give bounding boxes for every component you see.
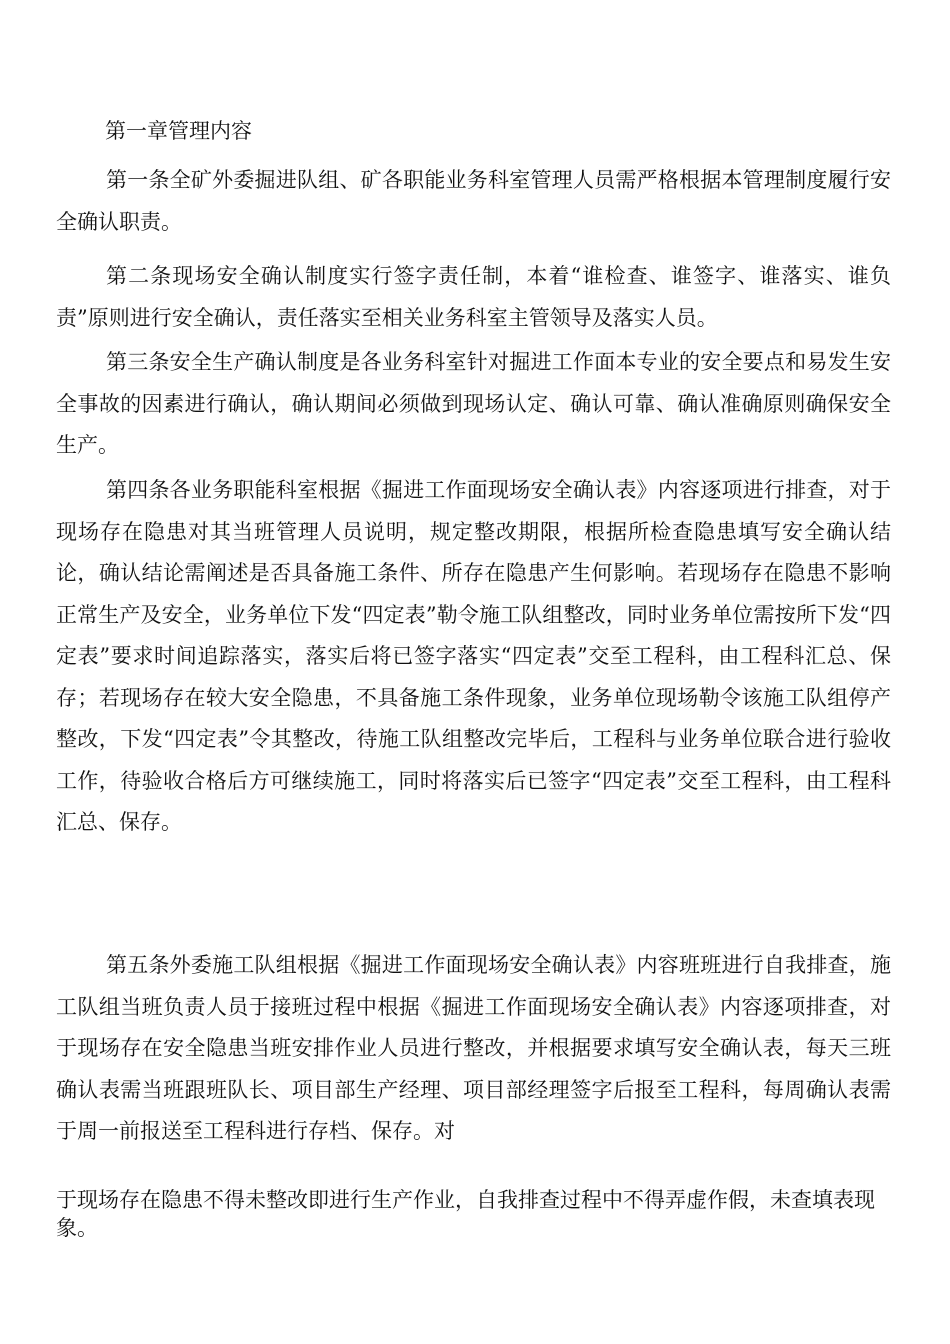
article-4: 第四条各业务职能科室根据《掘进工作面现场安全确认表》内容逐项进行排查，对于现场存在隐患对其当班管理人员说明，规定整改期限，根据所检查隐患填写安全确认结论，确认结论需阐述是否具备施工条件、所存在隐患产生何影响。若现场存在隐患不影响正常生产及安全，业务单位下发“四定表”勒令施工队组整改，同时业务单位需按所下发“四定表”要求时间追踪落实，落实后将已签字落实“四定表”交至工程科，由工程科汇总、保存；若现场存在较大安全隐患，不具备施工条件现象，业务单位现场勒令该施工队组停产整改，下发“四定表”令其整改，待施工队组整改完毕后，工程科与业务单位联合进行验收工作，待验收合格后方可继续施工，同时将落实后已签字“四定表”交至工程科，由工程科汇总、保存。: [56, 478, 891, 834]
article-1: 第一条全矿外委掘进队组、矿各职能业务科室管理人员需严格根据本管理制度履行安全确认职责。: [56, 168, 891, 234]
chapter-title: 第一章管理内容: [105, 119, 252, 143]
article-5: 第五条外委施工队组根据《掘进工作面现场安全确认表》内容班班进行自我排查，施工队组当班负责人员于接班过程中根据《掘进工作面现场安全确认表》内容逐项排查，对于现场存在安全隐患当班安排作业人员进行整改，并根据要求填写安全确认表，每天三班确认表需当班跟班队长、项目部生产经理、项目部经理签字后报至工程科，每周确认表需于周一前报送至工程科进行存档、保存。对: [56, 953, 891, 1143]
article-3: 第三条安全生产确认制度是各业务科室针对掘进工作面本专业的安全要点和易发生安全事故的因素进行确认，确认期间必须做到现场认定、确认可靠、确认准确原则确保安全生产。: [56, 350, 891, 457]
article-2: 第二条现场安全确认制度实行签字责任制，本着“谁检查、谁签字、谁落实、谁负责”原则进行安全确认，责任落实至相关业务科室主管领导及落实人员。: [56, 264, 891, 330]
continuation-text: 于现场存在隐患不得未整改即进行生产作业，自我排查过程中不得弄虚作假，未查填表现象。: [56, 1188, 875, 1240]
